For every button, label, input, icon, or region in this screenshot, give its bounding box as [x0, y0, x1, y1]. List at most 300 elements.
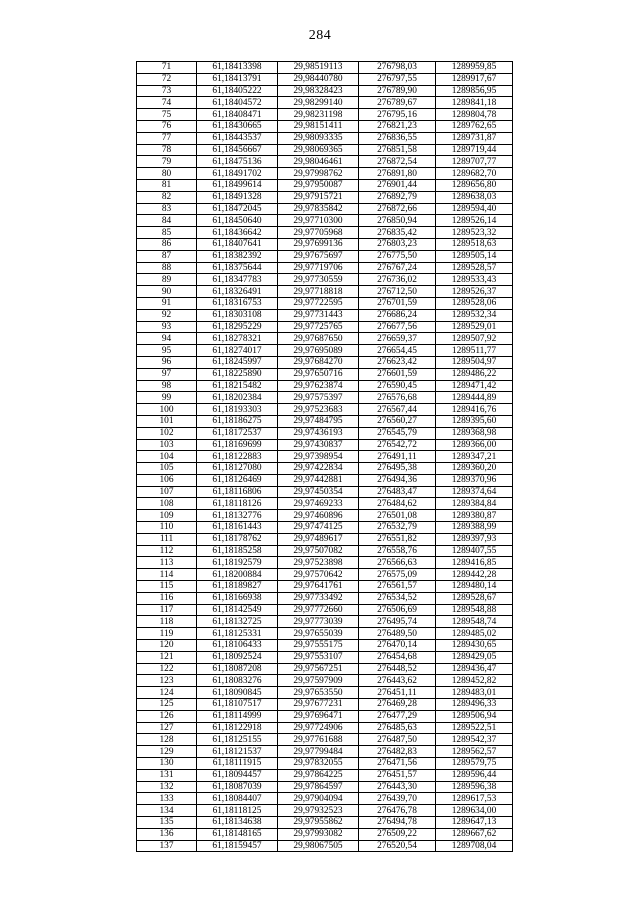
x-coordinate-cell: 276443,30 — [359, 781, 436, 793]
x-coordinate-cell: 276483,47 — [359, 486, 436, 498]
table-row — [137, 663, 513, 675]
point-number-cell: 99 — [137, 392, 197, 404]
y-coordinate-cell: 1289596,38 — [436, 781, 513, 793]
latitude-cell: 61,18200884 — [197, 569, 278, 581]
longitude-cell: 29,97570642 — [278, 569, 359, 581]
table-row — [137, 710, 513, 722]
table-row — [137, 132, 513, 144]
table-row — [137, 404, 513, 416]
latitude-cell: 61,18132725 — [197, 616, 278, 628]
longitude-cell: 29,97950087 — [278, 179, 359, 191]
longitude-cell: 29,97523898 — [278, 557, 359, 569]
latitude-cell: 61,18436642 — [197, 227, 278, 239]
y-coordinate-cell: 1289370,96 — [436, 474, 513, 486]
table-row — [137, 97, 513, 109]
point-number-cell: 78 — [137, 144, 197, 156]
longitude-cell: 29,97555175 — [278, 640, 359, 652]
y-coordinate-cell: 1289452,82 — [436, 675, 513, 687]
point-number-cell: 117 — [137, 604, 197, 616]
latitude-cell: 61,18193303 — [197, 404, 278, 416]
latitude-cell: 61,18122918 — [197, 722, 278, 734]
latitude-cell: 61,18491328 — [197, 191, 278, 203]
y-coordinate-cell: 1289959,85 — [436, 62, 513, 74]
table-row — [137, 156, 513, 168]
longitude-cell: 29,97725765 — [278, 321, 359, 333]
x-coordinate-cell: 276494,78 — [359, 817, 436, 829]
point-number-cell: 74 — [137, 97, 197, 109]
longitude-cell: 29,97864225 — [278, 769, 359, 781]
table-row — [137, 592, 513, 604]
longitude-cell: 29,97695089 — [278, 345, 359, 357]
y-coordinate-cell: 1289562,57 — [436, 746, 513, 758]
table-row — [137, 262, 513, 274]
point-number-cell: 88 — [137, 262, 197, 274]
latitude-cell: 61,18491702 — [197, 168, 278, 180]
x-coordinate-cell: 276470,14 — [359, 640, 436, 652]
x-coordinate-cell: 276551,82 — [359, 533, 436, 545]
x-coordinate-cell: 276545,79 — [359, 427, 436, 439]
x-coordinate-cell: 276471,56 — [359, 758, 436, 770]
latitude-cell: 61,18192579 — [197, 557, 278, 569]
x-coordinate-cell: 276534,52 — [359, 592, 436, 604]
table-row — [137, 168, 513, 180]
table-row — [137, 498, 513, 510]
longitude-cell: 29,97684270 — [278, 356, 359, 368]
table-row — [137, 120, 513, 132]
latitude-cell: 61,18326491 — [197, 286, 278, 298]
point-number-cell: 134 — [137, 805, 197, 817]
point-number-cell: 121 — [137, 651, 197, 663]
latitude-cell: 61,18316753 — [197, 297, 278, 309]
y-coordinate-cell: 1289762,65 — [436, 120, 513, 132]
x-coordinate-cell: 276485,63 — [359, 722, 436, 734]
latitude-cell: 61,18090845 — [197, 687, 278, 699]
y-coordinate-cell: 1289528,67 — [436, 592, 513, 604]
point-number-cell: 92 — [137, 309, 197, 321]
y-coordinate-cell: 1289596,44 — [436, 769, 513, 781]
longitude-cell: 29,98519113 — [278, 62, 359, 74]
table-row — [137, 793, 513, 805]
latitude-cell: 61,18178762 — [197, 533, 278, 545]
y-coordinate-cell: 1289656,80 — [436, 179, 513, 191]
point-number-cell: 75 — [137, 109, 197, 121]
x-coordinate-cell: 276851,58 — [359, 144, 436, 156]
table-row — [137, 392, 513, 404]
y-coordinate-cell: 1289444,89 — [436, 392, 513, 404]
longitude-cell: 29,97761688 — [278, 734, 359, 746]
y-coordinate-cell: 1289523,32 — [436, 227, 513, 239]
longitude-cell: 29,97675697 — [278, 250, 359, 262]
x-coordinate-cell: 276501,08 — [359, 510, 436, 522]
longitude-cell: 29,98328423 — [278, 85, 359, 97]
table-row — [137, 781, 513, 793]
y-coordinate-cell: 1289429,05 — [436, 651, 513, 663]
longitude-cell: 29,97489617 — [278, 533, 359, 545]
y-coordinate-cell: 1289366,00 — [436, 439, 513, 451]
x-coordinate-cell: 276454,68 — [359, 651, 436, 663]
point-number-cell: 128 — [137, 734, 197, 746]
y-coordinate-cell: 1289841,18 — [436, 97, 513, 109]
latitude-cell: 61,18127080 — [197, 463, 278, 475]
table-row — [137, 640, 513, 652]
longitude-cell: 29,97450354 — [278, 486, 359, 498]
x-coordinate-cell: 276494,36 — [359, 474, 436, 486]
coordinates-table-body — [137, 62, 513, 852]
table-row — [137, 604, 513, 616]
x-coordinate-cell: 276484,62 — [359, 498, 436, 510]
x-coordinate-cell: 276560,27 — [359, 415, 436, 427]
y-coordinate-cell: 1289436,47 — [436, 663, 513, 675]
latitude-cell: 61,18083276 — [197, 675, 278, 687]
point-number-cell: 102 — [137, 427, 197, 439]
longitude-cell: 29,97730559 — [278, 274, 359, 286]
x-coordinate-cell: 276789,67 — [359, 97, 436, 109]
latitude-cell: 61,18159457 — [197, 840, 278, 852]
y-coordinate-cell: 1289397,93 — [436, 533, 513, 545]
point-number-cell: 113 — [137, 557, 197, 569]
x-coordinate-cell: 276448,52 — [359, 663, 436, 675]
x-coordinate-cell: 276566,63 — [359, 557, 436, 569]
point-number-cell: 89 — [137, 274, 197, 286]
point-number-cell: 123 — [137, 675, 197, 687]
longitude-cell: 29,97719706 — [278, 262, 359, 274]
longitude-cell: 29,98069365 — [278, 144, 359, 156]
y-coordinate-cell: 1289504,97 — [436, 356, 513, 368]
y-coordinate-cell: 1289526,37 — [436, 286, 513, 298]
x-coordinate-cell: 276451,11 — [359, 687, 436, 699]
longitude-cell: 29,97484795 — [278, 415, 359, 427]
x-coordinate-cell: 276872,66 — [359, 203, 436, 215]
point-number-cell: 125 — [137, 699, 197, 711]
latitude-cell: 61,18172537 — [197, 427, 278, 439]
y-coordinate-cell: 1289532,34 — [436, 309, 513, 321]
point-number-cell: 101 — [137, 415, 197, 427]
latitude-cell: 61,18092524 — [197, 651, 278, 663]
y-coordinate-cell: 1289542,37 — [436, 734, 513, 746]
y-coordinate-cell: 1289548,74 — [436, 616, 513, 628]
y-coordinate-cell: 1289708,04 — [436, 840, 513, 852]
longitude-cell: 29,98067505 — [278, 840, 359, 852]
y-coordinate-cell: 1289471,42 — [436, 380, 513, 392]
x-coordinate-cell: 276509,22 — [359, 828, 436, 840]
latitude-cell: 61,18118125 — [197, 805, 278, 817]
longitude-cell: 29,97422834 — [278, 463, 359, 475]
y-coordinate-cell: 1289731,87 — [436, 132, 513, 144]
table-row — [137, 687, 513, 699]
latitude-cell: 61,18375644 — [197, 262, 278, 274]
point-number-cell: 105 — [137, 463, 197, 475]
latitude-cell: 61,18186275 — [197, 415, 278, 427]
point-number-cell: 115 — [137, 581, 197, 593]
x-coordinate-cell: 276476,78 — [359, 805, 436, 817]
point-number-cell: 131 — [137, 769, 197, 781]
y-coordinate-cell: 1289360,20 — [436, 463, 513, 475]
point-number-cell: 90 — [137, 286, 197, 298]
latitude-cell: 61,18132776 — [197, 510, 278, 522]
latitude-cell: 61,18169699 — [197, 439, 278, 451]
x-coordinate-cell: 276775,50 — [359, 250, 436, 262]
point-number-cell: 97 — [137, 368, 197, 380]
point-number-cell: 87 — [137, 250, 197, 262]
y-coordinate-cell: 1289506,94 — [436, 710, 513, 722]
x-coordinate-cell: 276542,72 — [359, 439, 436, 451]
table-row — [137, 144, 513, 156]
point-number-cell: 108 — [137, 498, 197, 510]
latitude-cell: 61,18094457 — [197, 769, 278, 781]
y-coordinate-cell: 1289388,99 — [436, 522, 513, 534]
x-coordinate-cell: 276654,45 — [359, 345, 436, 357]
table-row — [137, 85, 513, 97]
point-number-cell: 114 — [137, 569, 197, 581]
table-row — [137, 451, 513, 463]
table-row — [137, 758, 513, 770]
latitude-cell: 61,18185258 — [197, 545, 278, 557]
point-number-cell: 86 — [137, 238, 197, 250]
table-row — [137, 179, 513, 191]
point-number-cell: 124 — [137, 687, 197, 699]
x-coordinate-cell: 276491,11 — [359, 451, 436, 463]
latitude-cell: 61,18166938 — [197, 592, 278, 604]
x-coordinate-cell: 276477,29 — [359, 710, 436, 722]
table-row — [137, 581, 513, 593]
longitude-cell: 29,97864597 — [278, 781, 359, 793]
x-coordinate-cell: 276489,50 — [359, 628, 436, 640]
point-number-cell: 95 — [137, 345, 197, 357]
y-coordinate-cell: 1289917,67 — [436, 73, 513, 85]
latitude-cell: 61,18111915 — [197, 758, 278, 770]
y-coordinate-cell: 1289667,62 — [436, 828, 513, 840]
table-row — [137, 828, 513, 840]
longitude-cell: 29,97687650 — [278, 333, 359, 345]
table-row — [137, 769, 513, 781]
longitude-cell: 29,97724906 — [278, 722, 359, 734]
y-coordinate-cell: 1289594,40 — [436, 203, 513, 215]
longitude-cell: 29,97915721 — [278, 191, 359, 203]
y-coordinate-cell: 1289518,63 — [436, 238, 513, 250]
table-row — [137, 734, 513, 746]
latitude-cell: 61,18295229 — [197, 321, 278, 333]
latitude-cell: 61,18225890 — [197, 368, 278, 380]
point-number-cell: 127 — [137, 722, 197, 734]
latitude-cell: 61,18161443 — [197, 522, 278, 534]
x-coordinate-cell: 276891,80 — [359, 168, 436, 180]
latitude-cell: 61,18278321 — [197, 333, 278, 345]
point-number-cell: 122 — [137, 663, 197, 675]
point-number-cell: 110 — [137, 522, 197, 534]
table-row — [137, 333, 513, 345]
longitude-cell: 29,97677231 — [278, 699, 359, 711]
latitude-cell: 61,18107517 — [197, 699, 278, 711]
x-coordinate-cell: 276576,68 — [359, 392, 436, 404]
latitude-cell: 61,18347783 — [197, 274, 278, 286]
longitude-cell: 29,97553107 — [278, 651, 359, 663]
latitude-cell: 61,18122883 — [197, 451, 278, 463]
latitude-cell: 61,18116806 — [197, 486, 278, 498]
longitude-cell: 29,97731443 — [278, 309, 359, 321]
longitude-cell: 29,97641761 — [278, 581, 359, 593]
table-row — [137, 238, 513, 250]
latitude-cell: 61,18430665 — [197, 120, 278, 132]
x-coordinate-cell: 276439,70 — [359, 793, 436, 805]
table-row — [137, 840, 513, 852]
y-coordinate-cell: 1289528,57 — [436, 262, 513, 274]
longitude-cell: 29,97436193 — [278, 427, 359, 439]
table-row — [137, 474, 513, 486]
table-row — [137, 628, 513, 640]
point-number-cell: 111 — [137, 533, 197, 545]
table-row — [137, 73, 513, 85]
latitude-cell: 61,18134638 — [197, 817, 278, 829]
longitude-cell: 29,97650716 — [278, 368, 359, 380]
table-row — [137, 510, 513, 522]
longitude-cell: 29,97998762 — [278, 168, 359, 180]
latitude-cell: 61,18148165 — [197, 828, 278, 840]
table-row — [137, 486, 513, 498]
x-coordinate-cell: 276797,55 — [359, 73, 436, 85]
x-coordinate-cell: 276495,38 — [359, 463, 436, 475]
table-row — [137, 616, 513, 628]
latitude-cell: 61,18202384 — [197, 392, 278, 404]
point-number-cell: 84 — [137, 215, 197, 227]
point-number-cell: 71 — [137, 62, 197, 74]
longitude-cell: 29,97733492 — [278, 592, 359, 604]
longitude-cell: 29,97705968 — [278, 227, 359, 239]
x-coordinate-cell: 276712,50 — [359, 286, 436, 298]
y-coordinate-cell: 1289505,14 — [436, 250, 513, 262]
longitude-cell: 29,97718818 — [278, 286, 359, 298]
x-coordinate-cell: 276835,42 — [359, 227, 436, 239]
table-row — [137, 805, 513, 817]
longitude-cell: 29,97460896 — [278, 510, 359, 522]
x-coordinate-cell: 276495,74 — [359, 616, 436, 628]
longitude-cell: 29,97699136 — [278, 238, 359, 250]
point-number-cell: 132 — [137, 781, 197, 793]
table-row — [137, 380, 513, 392]
latitude-cell: 61,18475136 — [197, 156, 278, 168]
latitude-cell: 61,18274017 — [197, 345, 278, 357]
x-coordinate-cell: 276892,79 — [359, 191, 436, 203]
y-coordinate-cell: 1289374,64 — [436, 486, 513, 498]
y-coordinate-cell: 1289682,70 — [436, 168, 513, 180]
latitude-cell: 61,18499614 — [197, 179, 278, 191]
x-coordinate-cell: 276520,54 — [359, 840, 436, 852]
table-row — [137, 109, 513, 121]
table-row — [137, 250, 513, 262]
latitude-cell: 61,18142549 — [197, 604, 278, 616]
point-number-cell: 126 — [137, 710, 197, 722]
latitude-cell: 61,18413398 — [197, 62, 278, 74]
y-coordinate-cell: 1289638,03 — [436, 191, 513, 203]
point-number-cell: 135 — [137, 817, 197, 829]
y-coordinate-cell: 1289483,01 — [436, 687, 513, 699]
page-number: 284 — [308, 28, 332, 43]
longitude-cell: 29,97567251 — [278, 663, 359, 675]
table-row — [137, 545, 513, 557]
point-number-cell: 109 — [137, 510, 197, 522]
point-number-cell: 80 — [137, 168, 197, 180]
table-row — [137, 215, 513, 227]
x-coordinate-cell: 276601,59 — [359, 368, 436, 380]
longitude-cell: 29,97932523 — [278, 805, 359, 817]
longitude-cell: 29,97772660 — [278, 604, 359, 616]
table-row — [137, 463, 513, 475]
table-row — [137, 415, 513, 427]
x-coordinate-cell: 276686,24 — [359, 309, 436, 321]
table-row — [137, 345, 513, 357]
longitude-cell: 29,97398954 — [278, 451, 359, 463]
point-number-cell: 112 — [137, 545, 197, 557]
longitude-cell: 29,97696471 — [278, 710, 359, 722]
x-coordinate-cell: 276659,37 — [359, 333, 436, 345]
longitude-cell: 29,97430837 — [278, 439, 359, 451]
table-row — [137, 321, 513, 333]
y-coordinate-cell: 1289416,85 — [436, 557, 513, 569]
latitude-cell: 61,18303108 — [197, 309, 278, 321]
latitude-cell: 61,18443537 — [197, 132, 278, 144]
point-number-cell: 96 — [137, 356, 197, 368]
table-row — [137, 746, 513, 758]
longitude-cell: 29,98151411 — [278, 120, 359, 132]
table-row — [137, 522, 513, 534]
point-number-cell: 137 — [137, 840, 197, 852]
y-coordinate-cell: 1289707,77 — [436, 156, 513, 168]
latitude-cell: 61,18245997 — [197, 356, 278, 368]
y-coordinate-cell: 1289442,28 — [436, 569, 513, 581]
x-coordinate-cell: 276701,59 — [359, 297, 436, 309]
point-number-cell: 136 — [137, 828, 197, 840]
point-number-cell: 72 — [137, 73, 197, 85]
longitude-cell: 29,97722595 — [278, 297, 359, 309]
longitude-cell: 29,98046461 — [278, 156, 359, 168]
point-number-cell: 104 — [137, 451, 197, 463]
y-coordinate-cell: 1289496,33 — [436, 699, 513, 711]
y-coordinate-cell: 1289416,76 — [436, 404, 513, 416]
table-row — [137, 533, 513, 545]
table-row — [137, 722, 513, 734]
point-number-cell: 130 — [137, 758, 197, 770]
table-row — [137, 817, 513, 829]
latitude-cell: 61,18106433 — [197, 640, 278, 652]
latitude-cell: 61,18114999 — [197, 710, 278, 722]
table-row — [137, 227, 513, 239]
table-row — [137, 368, 513, 380]
x-coordinate-cell: 276575,09 — [359, 569, 436, 581]
longitude-cell: 29,98093335 — [278, 132, 359, 144]
x-coordinate-cell: 276803,23 — [359, 238, 436, 250]
table-row — [137, 699, 513, 711]
y-coordinate-cell: 1289719,44 — [436, 144, 513, 156]
point-number-cell: 103 — [137, 439, 197, 451]
latitude-cell: 61,18215482 — [197, 380, 278, 392]
x-coordinate-cell: 276798,03 — [359, 62, 436, 74]
y-coordinate-cell: 1289634,00 — [436, 805, 513, 817]
longitude-cell: 29,97799484 — [278, 746, 359, 758]
y-coordinate-cell: 1289384,84 — [436, 498, 513, 510]
point-number-cell: 106 — [137, 474, 197, 486]
y-coordinate-cell: 1289430,65 — [436, 640, 513, 652]
latitude-cell: 61,18413791 — [197, 73, 278, 85]
longitude-cell: 29,97469233 — [278, 498, 359, 510]
y-coordinate-cell: 1289407,55 — [436, 545, 513, 557]
latitude-cell: 61,18407641 — [197, 238, 278, 250]
x-coordinate-cell: 276469,28 — [359, 699, 436, 711]
table-row — [137, 651, 513, 663]
longitude-cell: 29,97623874 — [278, 380, 359, 392]
y-coordinate-cell: 1289486,22 — [436, 368, 513, 380]
point-number-cell: 81 — [137, 179, 197, 191]
table-row — [137, 427, 513, 439]
longitude-cell: 29,97653550 — [278, 687, 359, 699]
